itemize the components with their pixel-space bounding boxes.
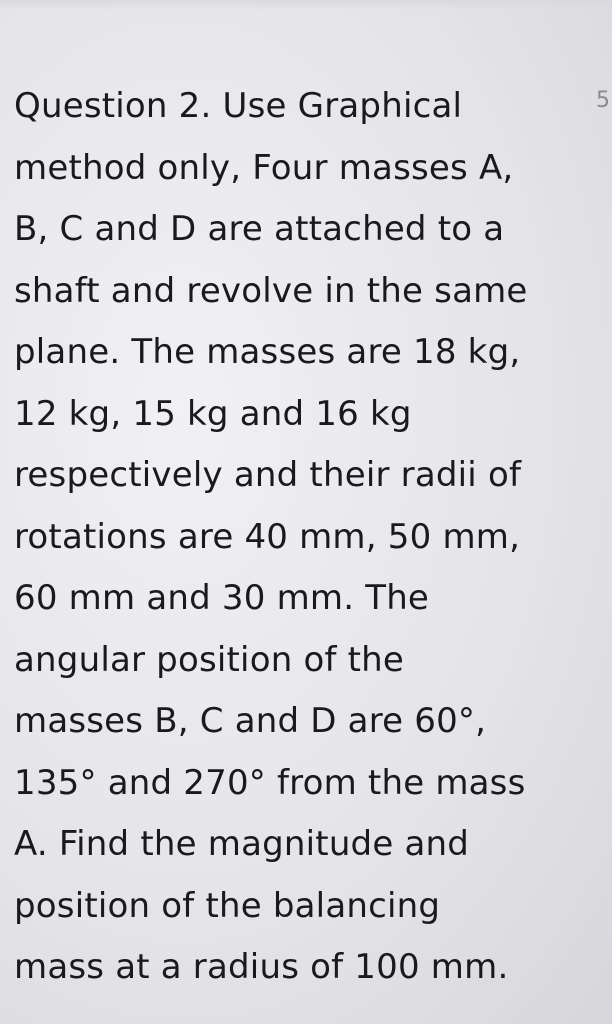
question-line: method only, Four masses A, (14, 147, 514, 188)
question-line: respectively and their radii of (14, 455, 522, 495)
question-line: position of the balancing (14, 885, 441, 926)
question-line: 12 kg, 15 kg and 16 kg (14, 393, 412, 434)
question-line: angular position of the (14, 639, 405, 680)
question-line: mass at a radius of 100 mm. (14, 947, 509, 987)
top-edge-shadow (0, 0, 612, 10)
question-text-block (14, 76, 584, 999)
question-line: Question 2. Use Graphical (14, 86, 463, 126)
question-line: B, C and D are attached to a (14, 209, 505, 249)
question-line: A. Find the magnitude and (14, 824, 470, 864)
question-line: rotations are 40 mm, 50 mm, (14, 516, 521, 557)
question-line: masses B, C and D are 60°, (14, 701, 487, 741)
edge-character: 5 (596, 88, 610, 113)
question-line: plane. The masses are 18 kg, (14, 332, 521, 372)
question-line: 135° and 270° from the mass (14, 762, 526, 803)
question-line: shaft and revolve in the same (14, 270, 528, 311)
question-line: 60 mm and 30 mm. The (14, 578, 430, 618)
